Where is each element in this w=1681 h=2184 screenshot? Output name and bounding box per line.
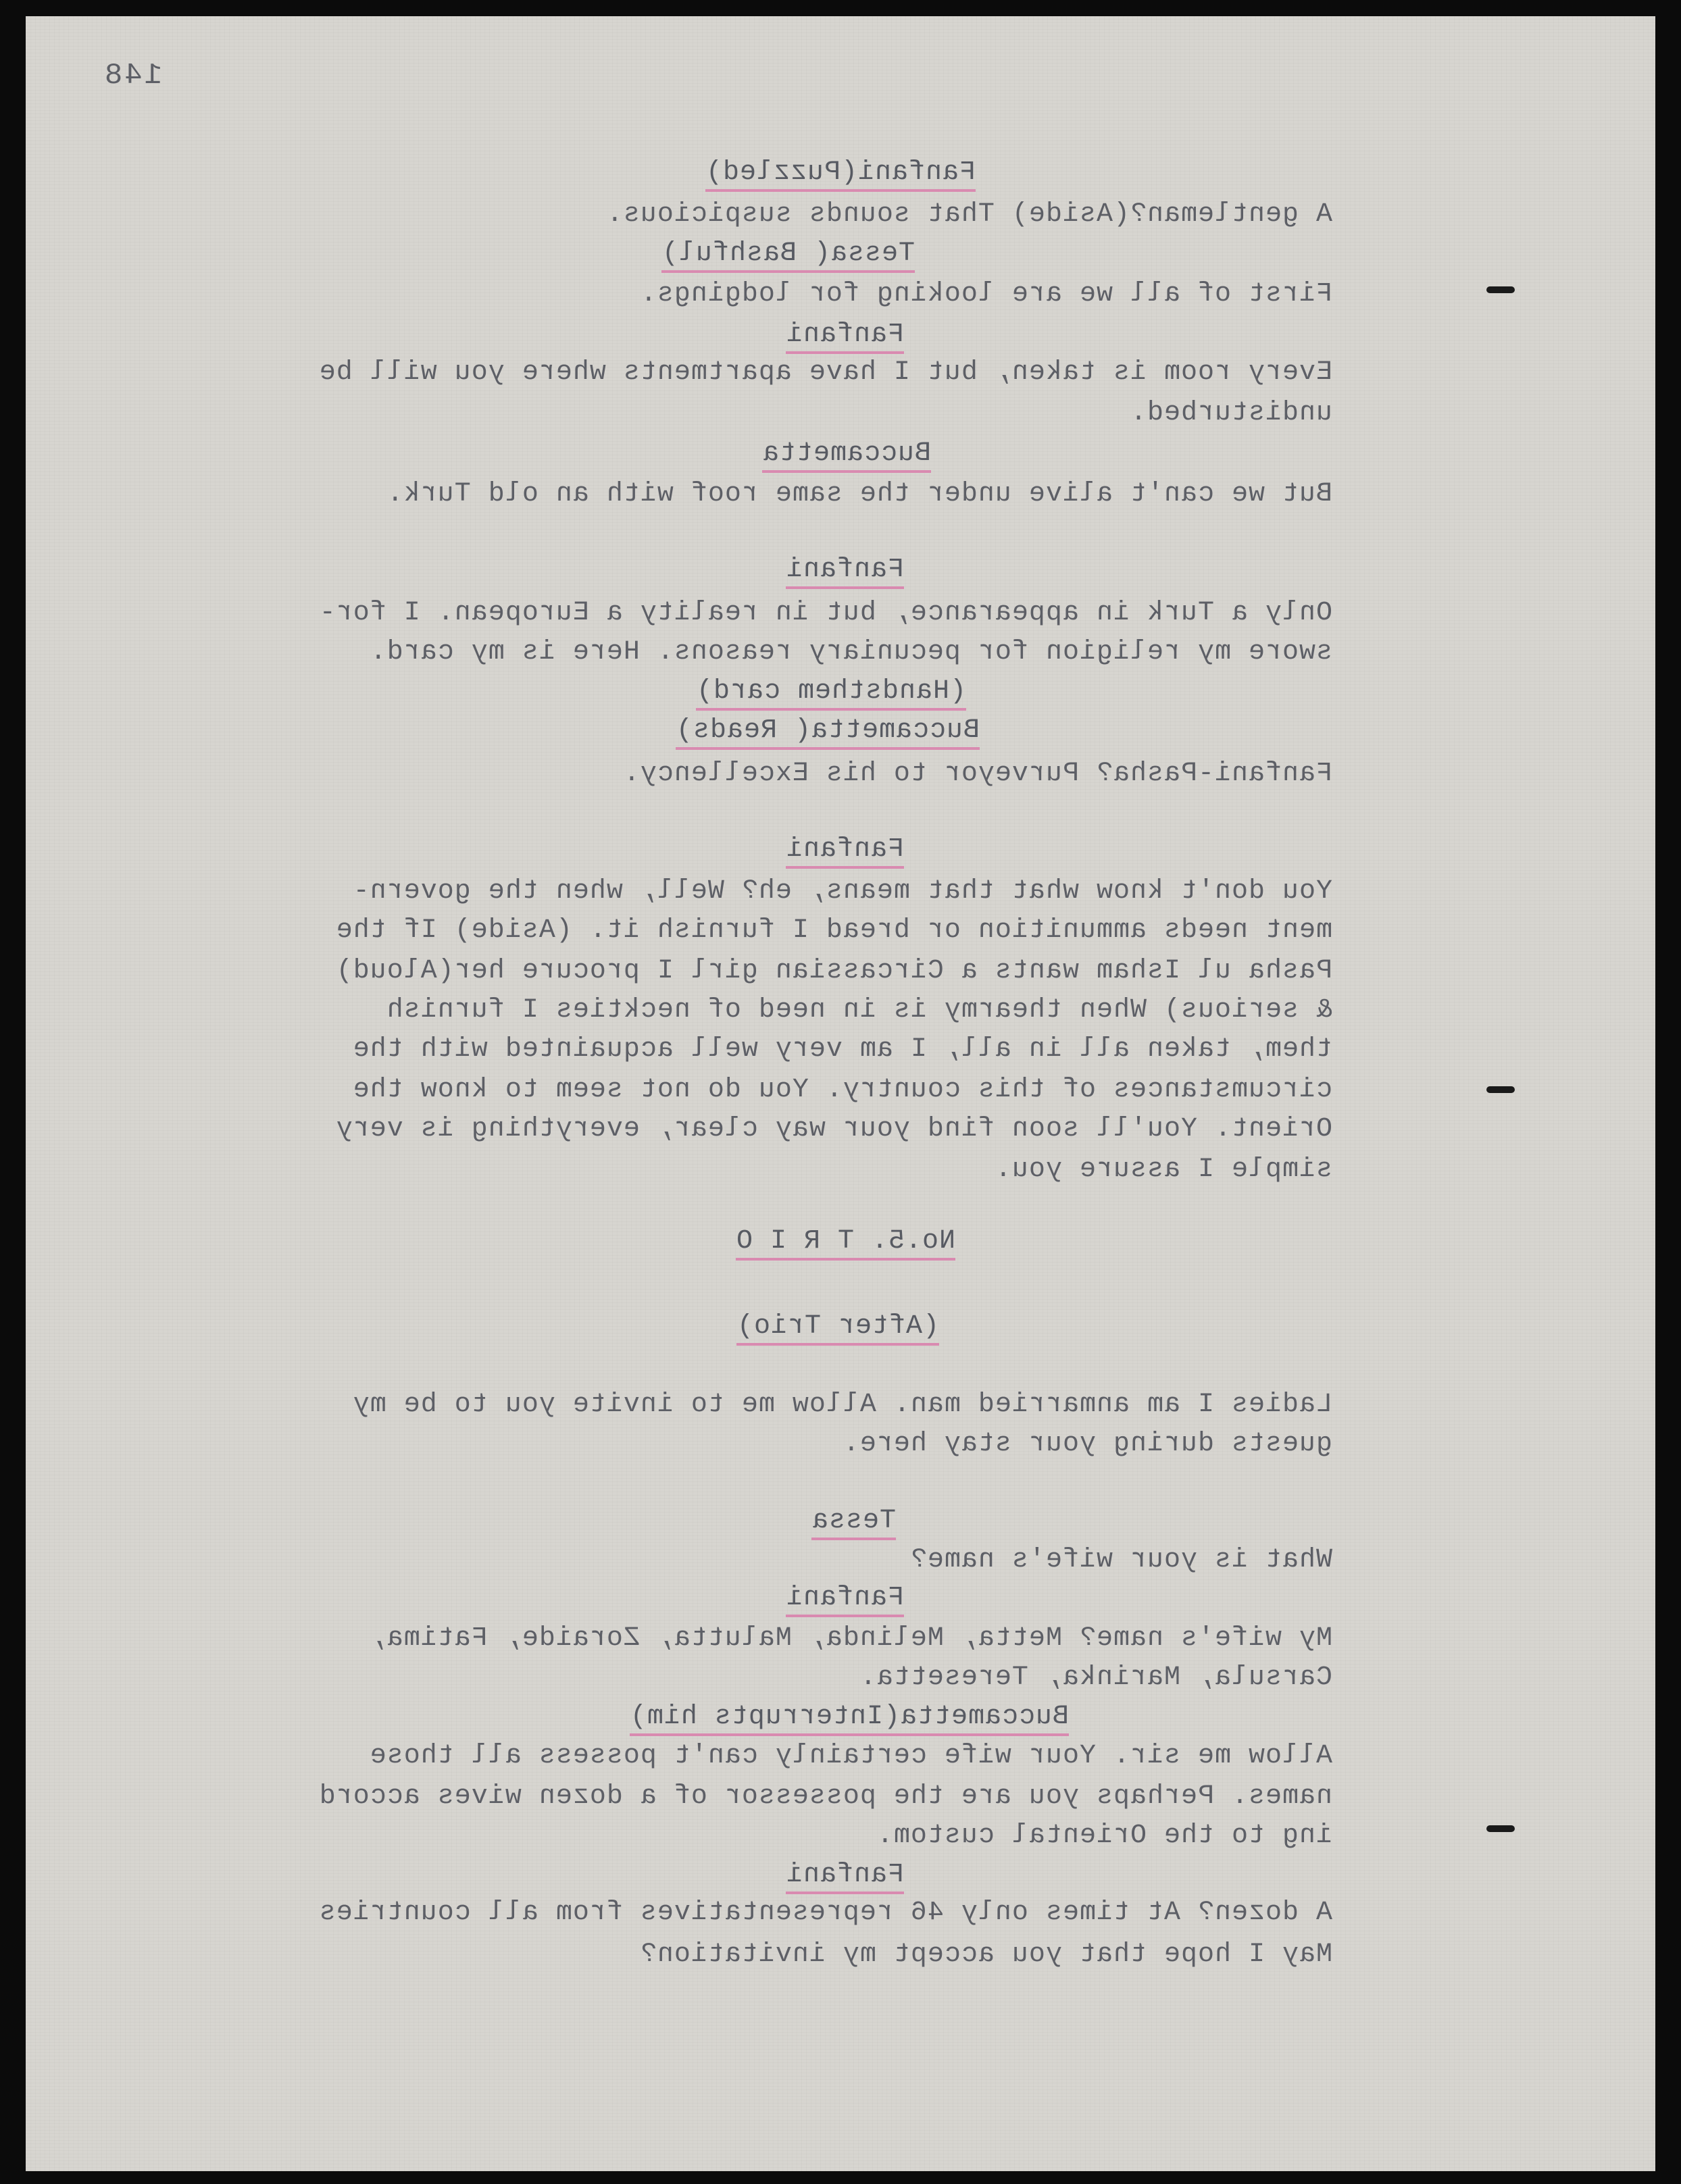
dialogue-line: But we can't alive under the same roof with an old Turk. bbox=[386, 479, 1332, 509]
dialogue-line: & serious) When thearmy is in need of neckties I furnish bbox=[386, 995, 1332, 1025]
dialogue-line: names. Perhaps you are the possessor of a dozen wives accord bbox=[318, 1781, 1332, 1812]
dialogue-line: Ladies I am anmarried man. Allow me to invite you to be my bbox=[352, 1390, 1332, 1420]
dialogue-line: My wife's name? Metta, Melinda, Malutta, Zoraide, Fatima, bbox=[369, 1623, 1332, 1654]
mirrored-text-layer bbox=[26, 16, 1655, 2171]
dialogue-line: A dozen? At times only 46 representatives from all countries bbox=[318, 1898, 1332, 1928]
dialogue-line: Orient. You'll soon find your way clear, everything is very bbox=[335, 1114, 1332, 1144]
dialogue-line: A gentleman?(Aside) That sounds suspicious. bbox=[605, 199, 1332, 230]
dialogue-line: undisturbed. bbox=[1129, 398, 1332, 428]
dialogue-line: ment needs ammunition or bread I furnish it. (Aside) If the bbox=[335, 915, 1332, 946]
dialogue-line: guests during your stay here. bbox=[842, 1429, 1332, 1459]
speaker-buccametta-interrupts: Buccametta(Interrupts him) bbox=[630, 1701, 1069, 1733]
speaker-tessa: Tessa bbox=[811, 1505, 896, 1538]
speaker-fanfani-puzzled: Fanfani(Puzzled) bbox=[705, 157, 976, 189]
dialogue-line: Only a Turk in appearance, but in reality a European. I for- bbox=[318, 598, 1332, 628]
stage-direction-after-trio: (After Trio) bbox=[736, 1311, 939, 1343]
dialogue-line: Pasha ul Isham wants a Circassian girl I procure her(Aloud) bbox=[335, 956, 1332, 986]
page-number: 148 bbox=[102, 59, 162, 93]
typescript-page bbox=[26, 16, 1655, 2171]
dialogue-line: simple I assure you. bbox=[994, 1154, 1332, 1185]
speaker-buccametta-reads: Buccametta( Reads) bbox=[676, 715, 980, 747]
speaker-tessa-bashful: Tessa( Bashful) bbox=[661, 238, 915, 270]
dialogue-line: What is your wife's name? bbox=[909, 1545, 1332, 1575]
binder-hole-mark bbox=[1486, 286, 1515, 293]
dialogue-line: swore my religion for pecuniary reasons. Here is my card. bbox=[369, 637, 1332, 667]
stage-direction-hands-card: (Handsthem card) bbox=[696, 676, 966, 708]
dialogue-line: You don't know what that means, eh? Well, when the govern- bbox=[352, 876, 1332, 907]
dialogue-line: circumstances of this country. You do not seem to know the bbox=[352, 1075, 1332, 1105]
speaker-fanfani: Fanfani bbox=[786, 1859, 904, 1891]
dialogue-line: First of all we are looking for lodgings. bbox=[639, 279, 1332, 309]
dialogue-line: May I hope that you accept my invitation? bbox=[639, 1939, 1332, 1970]
speaker-buccametta: Buccametta bbox=[762, 438, 931, 470]
binder-hole-mark bbox=[1486, 1825, 1515, 1832]
dialogue-line: Allow me sir. Your wife certainly can't possess all those bbox=[369, 1741, 1332, 1771]
dialogue-line: ing to the Oriental custom. bbox=[876, 1821, 1332, 1851]
dialogue-line: Fanfani-Pasha? Purveyor to his Excellency. bbox=[622, 759, 1332, 789]
speaker-fanfani: Fanfani bbox=[786, 834, 904, 866]
dialogue-line: them, taken all in all, I am very well acquainted with the bbox=[352, 1034, 1332, 1065]
dialogue-line: Every room is taken, but I have apartments where you will be bbox=[318, 357, 1332, 388]
speaker-fanfani: Fanfani bbox=[786, 319, 904, 351]
musical-number-heading: No.5. T R I O bbox=[736, 1225, 955, 1258]
speaker-fanfani: Fanfani bbox=[786, 1582, 904, 1615]
dialogue-line: Carsula, Marinka, Teresetta. bbox=[859, 1662, 1332, 1693]
speaker-fanfani: Fanfani bbox=[786, 554, 904, 586]
binder-hole-mark bbox=[1486, 1086, 1515, 1093]
